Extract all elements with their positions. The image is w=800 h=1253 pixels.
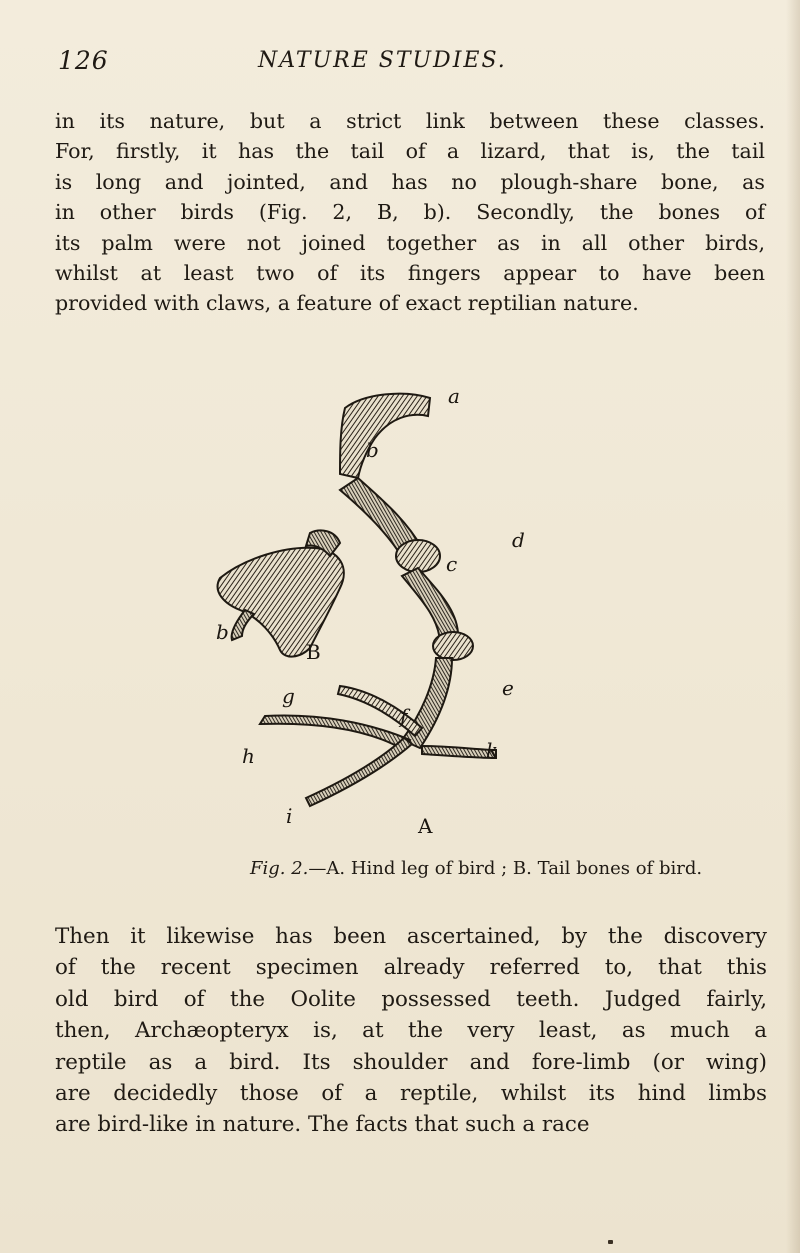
label-e: e <box>502 676 514 700</box>
label-k: k <box>486 738 499 762</box>
page-number: 126 <box>58 46 109 75</box>
toe-back <box>260 715 410 750</box>
tail-bone-spur <box>232 610 254 640</box>
text-line: then, Archæopteryx is, at the very least, as much a <box>55 1018 767 1044</box>
text-line: old bird of the Oolite possessed teeth. Judged fairly, <box>55 986 767 1012</box>
page-header <box>58 46 518 78</box>
tarsometatarsus <box>402 658 452 748</box>
label-g: g <box>282 684 295 708</box>
text-line: of the recent specimen already referred to, that this <box>55 955 767 981</box>
label-b-upper: b <box>366 438 379 462</box>
ankle-joint <box>433 632 473 660</box>
text-line: in other birds (Fig. 2, B, b). Secondly, the bones of <box>55 200 765 225</box>
text-line: are decidedly those of a reptile, whilst its hind limbs <box>55 1081 767 1107</box>
label-d: d <box>512 528 525 552</box>
toe-lower <box>306 738 412 806</box>
toe-front <box>422 746 496 758</box>
text-line: are bird-like in nature. The facts that such a race <box>55 1112 590 1138</box>
label-i: i <box>286 804 293 828</box>
paragraph-1 <box>55 106 765 319</box>
ink-speck <box>608 1240 613 1244</box>
label-A: A <box>418 814 433 838</box>
page-edge-shadow <box>786 0 800 1253</box>
text-line: provided with claws, a feature of exact reptilian nature. <box>55 291 639 316</box>
tail-bone-mass <box>218 548 344 657</box>
label-f: f <box>400 704 408 728</box>
text-line: in its nature, but a strict link between these classes. <box>55 109 765 133</box>
caption-text: —A. Hind leg of bird ; B. Tail bones of bird. <box>308 858 703 879</box>
figure-2-illustration <box>190 378 630 848</box>
text-line: Then it likewise has been ascertained, by the discovery <box>55 924 767 949</box>
label-c: c <box>446 552 458 576</box>
text-line: For, firstly, it has the tail of a lizard, that is, the tail <box>55 139 765 164</box>
label-B: B <box>306 640 321 664</box>
femur-head <box>340 394 430 478</box>
label-a: a <box>448 384 460 408</box>
bone-engraving <box>190 378 630 848</box>
caption-fig-label: Fig. 2. <box>250 858 309 879</box>
label-h: h <box>242 744 255 768</box>
text-line: its palm were not joined together as in all other birds, <box>55 230 765 255</box>
figure-caption <box>250 858 702 879</box>
text-line: reptile as a bird. Its shoulder and fore-limb (or wing) <box>55 1049 767 1075</box>
running-title: NATURE STUDIES. <box>258 48 507 73</box>
text-line: is long and jointed, and has no plough-share bone, as <box>55 169 765 194</box>
label-b-lower: b <box>216 620 229 644</box>
paragraph-2 <box>55 921 767 1141</box>
text-line: whilst at least two of its fingers appear to have been <box>55 261 765 286</box>
